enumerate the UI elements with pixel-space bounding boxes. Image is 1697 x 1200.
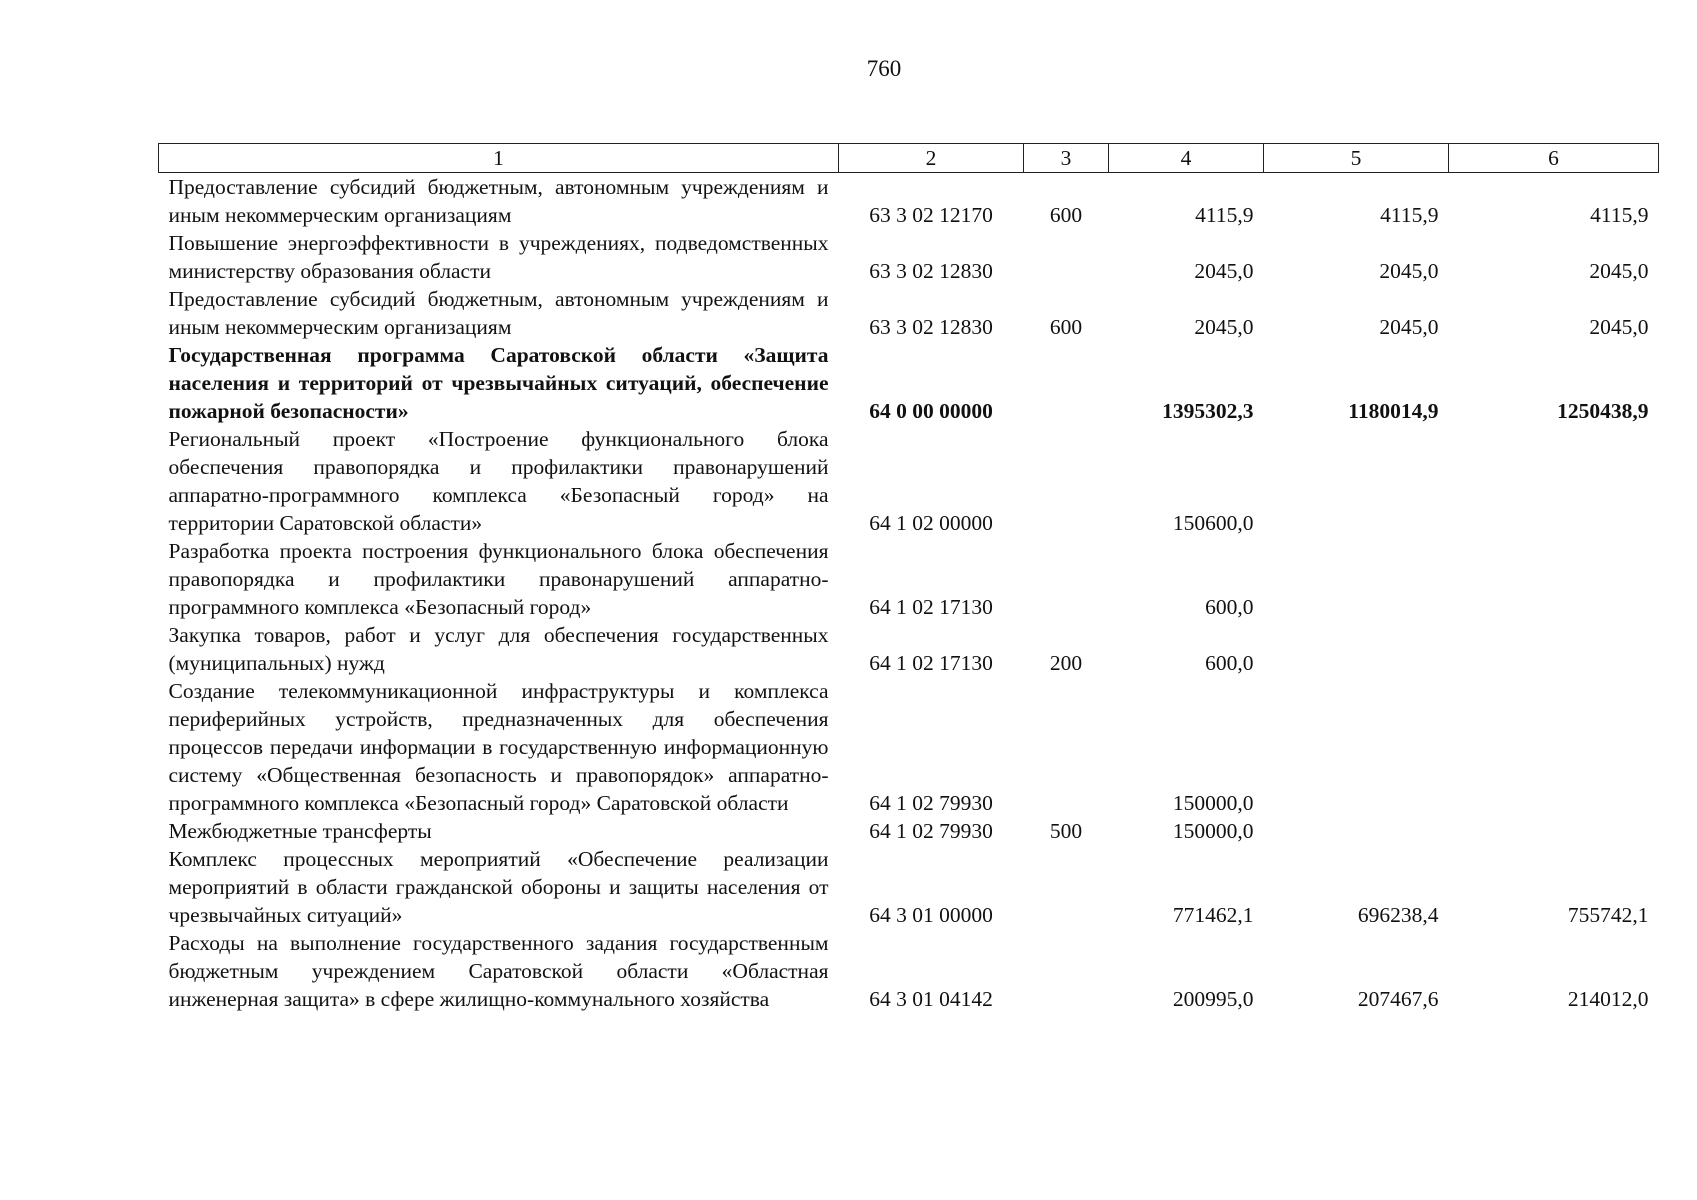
table-row bbox=[159, 537, 1659, 621]
row-value-2025: 2045,0 bbox=[1379, 315, 1439, 339]
row-value-2025 bbox=[1264, 425, 1449, 537]
row-name: Предоставление субсидий бюджетным, автономным учреждениям и иным некоммерческим организациям bbox=[168, 287, 829, 339]
row-value-2025: 1180014,9 bbox=[1348, 399, 1439, 423]
row-expense-type bbox=[1024, 845, 1109, 929]
row-value-2024: 2045,0 bbox=[1194, 259, 1254, 283]
row-value-2024: 150000,0 bbox=[1172, 819, 1254, 843]
table-header bbox=[159, 144, 1659, 173]
table-row bbox=[159, 341, 1659, 425]
row-value-2024: 4115,9 bbox=[1195, 203, 1254, 227]
row-value-2024: 771462,1 bbox=[1172, 903, 1254, 927]
row-expense-type: 200 bbox=[1049, 651, 1083, 675]
row-name: Создание телекоммуникационной инфраструктуры и комплекса периферийных устройств, предназначенных для обеспечения процессов передачи информации в государственную информационную систему «Общественная безопасность и правопорядок» аппаратно-программного комплекса «Безопасный город» Саратовской области bbox=[168, 679, 829, 815]
row-value-2026 bbox=[1449, 621, 1659, 677]
row-expense-type bbox=[1024, 537, 1109, 621]
row-name: Повышение энергоэффективности в учреждениях, подведомственных министерству образования области bbox=[168, 231, 829, 283]
row-name: Комплекс процессных мероприятий «Обеспечение реализации мероприятий в области гражданской обороны и защиты населения от чрезвычайных ситуаций» bbox=[168, 847, 829, 927]
table-row bbox=[159, 677, 1659, 817]
row-value-2026: 1250438,9 bbox=[1557, 399, 1649, 423]
row-expense-type bbox=[1024, 229, 1109, 285]
row-code: 63 3 02 12830 bbox=[869, 315, 993, 339]
row-value-2024: 1395302,3 bbox=[1162, 399, 1254, 423]
row-value-2025: 696238,4 bbox=[1357, 903, 1439, 927]
table-row bbox=[159, 929, 1659, 1013]
header-row bbox=[159, 144, 1659, 173]
header-col-3: 3 bbox=[1024, 144, 1109, 173]
row-value-2025 bbox=[1264, 621, 1449, 677]
row-name: Региональный проект «Построение функционального блока обеспечения правопорядка и профилактики правонарушений аппаратно-программного комплекса «Безопасный город» на территории Саратовской области» bbox=[168, 427, 829, 535]
row-value-2025 bbox=[1264, 537, 1449, 621]
row-value-2026: 214012,0 bbox=[1567, 987, 1649, 1011]
row-name: Расходы на выполнение государственного задания государственным бюджетным учреждением Саратовской области «Областная инженерная защита» в сфере жилищно-коммунального хозяйства bbox=[168, 931, 829, 1011]
budget-table bbox=[158, 143, 1659, 1013]
row-value-2026 bbox=[1449, 537, 1659, 621]
row-code: 64 1 02 00000 bbox=[869, 511, 993, 535]
header-col-5: 5 bbox=[1264, 144, 1449, 173]
row-name: Государственная программа Саратовской области «Защита населения и территорий от чрезвычайных ситуаций, обеспечение пожарной безопасности» bbox=[168, 343, 829, 423]
row-value-2024: 150600,0 bbox=[1172, 511, 1254, 535]
table-body bbox=[159, 173, 1659, 1014]
row-code: 64 3 01 04142 bbox=[869, 987, 993, 1011]
table-row bbox=[159, 845, 1659, 929]
row-name: Закупка товаров, работ и услуг для обеспечения государственных (муниципальных) нужд bbox=[168, 623, 829, 675]
table-row bbox=[159, 173, 1659, 230]
row-value-2026: 755742,1 bbox=[1567, 903, 1649, 927]
row-value-2024: 150000,0 bbox=[1172, 791, 1254, 815]
row-value-2024: 2045,0 bbox=[1194, 315, 1254, 339]
row-value-2025 bbox=[1264, 817, 1449, 845]
row-code: 64 1 02 79930 bbox=[869, 791, 993, 815]
row-expense-type bbox=[1024, 677, 1109, 817]
row-expense-type: 600 bbox=[1049, 315, 1083, 339]
table-row bbox=[159, 425, 1659, 537]
header-col-4: 4 bbox=[1109, 144, 1264, 173]
table-row bbox=[159, 621, 1659, 677]
header-col-2: 2 bbox=[839, 144, 1024, 173]
row-value-2024: 600,0 bbox=[1205, 595, 1254, 619]
row-value-2026 bbox=[1449, 425, 1659, 537]
row-code: 64 1 02 79930 bbox=[869, 819, 993, 843]
row-code: 64 3 01 00000 bbox=[869, 903, 993, 927]
row-name: Межбюджетные трансферты bbox=[168, 819, 432, 843]
row-code: 63 3 02 12830 bbox=[869, 259, 993, 283]
row-value-2024: 200995,0 bbox=[1172, 987, 1254, 1011]
row-value-2025: 4115,9 bbox=[1380, 203, 1439, 227]
row-expense-type bbox=[1024, 929, 1109, 1013]
row-expense-type bbox=[1024, 425, 1109, 537]
page-number: 760 bbox=[866, 56, 902, 81]
row-value-2025 bbox=[1264, 677, 1449, 817]
table-row bbox=[159, 229, 1659, 285]
row-value-2025: 2045,0 bbox=[1379, 259, 1439, 283]
row-name: Разработка проекта построения функционального блока обеспечения правопорядка и профилактики правонарушений аппаратно-программного комплекса «Безопасный город» bbox=[168, 539, 829, 619]
row-code: 63 3 02 12170 bbox=[869, 203, 993, 227]
row-value-2026: 2045,0 bbox=[1589, 315, 1649, 339]
row-value-2026 bbox=[1449, 677, 1659, 817]
row-code: 64 0 00 00000 bbox=[869, 399, 993, 423]
row-value-2025: 207467,6 bbox=[1357, 987, 1439, 1011]
row-value-2026: 2045,0 bbox=[1589, 259, 1649, 283]
row-name: Предоставление субсидий бюджетным, автономным учреждениям и иным некоммерческим организациям bbox=[168, 175, 829, 227]
table-row bbox=[159, 285, 1659, 341]
row-value-2026 bbox=[1449, 817, 1659, 845]
row-expense-type: 500 bbox=[1049, 819, 1083, 843]
header-col-1: 1 bbox=[159, 144, 839, 173]
row-expense-type: 600 bbox=[1049, 203, 1083, 227]
header-col-6: 6 bbox=[1449, 144, 1659, 173]
table-row bbox=[159, 817, 1659, 845]
row-code: 64 1 02 17130 bbox=[869, 595, 993, 619]
row-code: 64 1 02 17130 bbox=[869, 651, 993, 675]
row-value-2024: 600,0 bbox=[1205, 651, 1254, 675]
row-expense-type bbox=[1024, 341, 1109, 425]
row-value-2026: 4115,9 bbox=[1590, 203, 1649, 227]
